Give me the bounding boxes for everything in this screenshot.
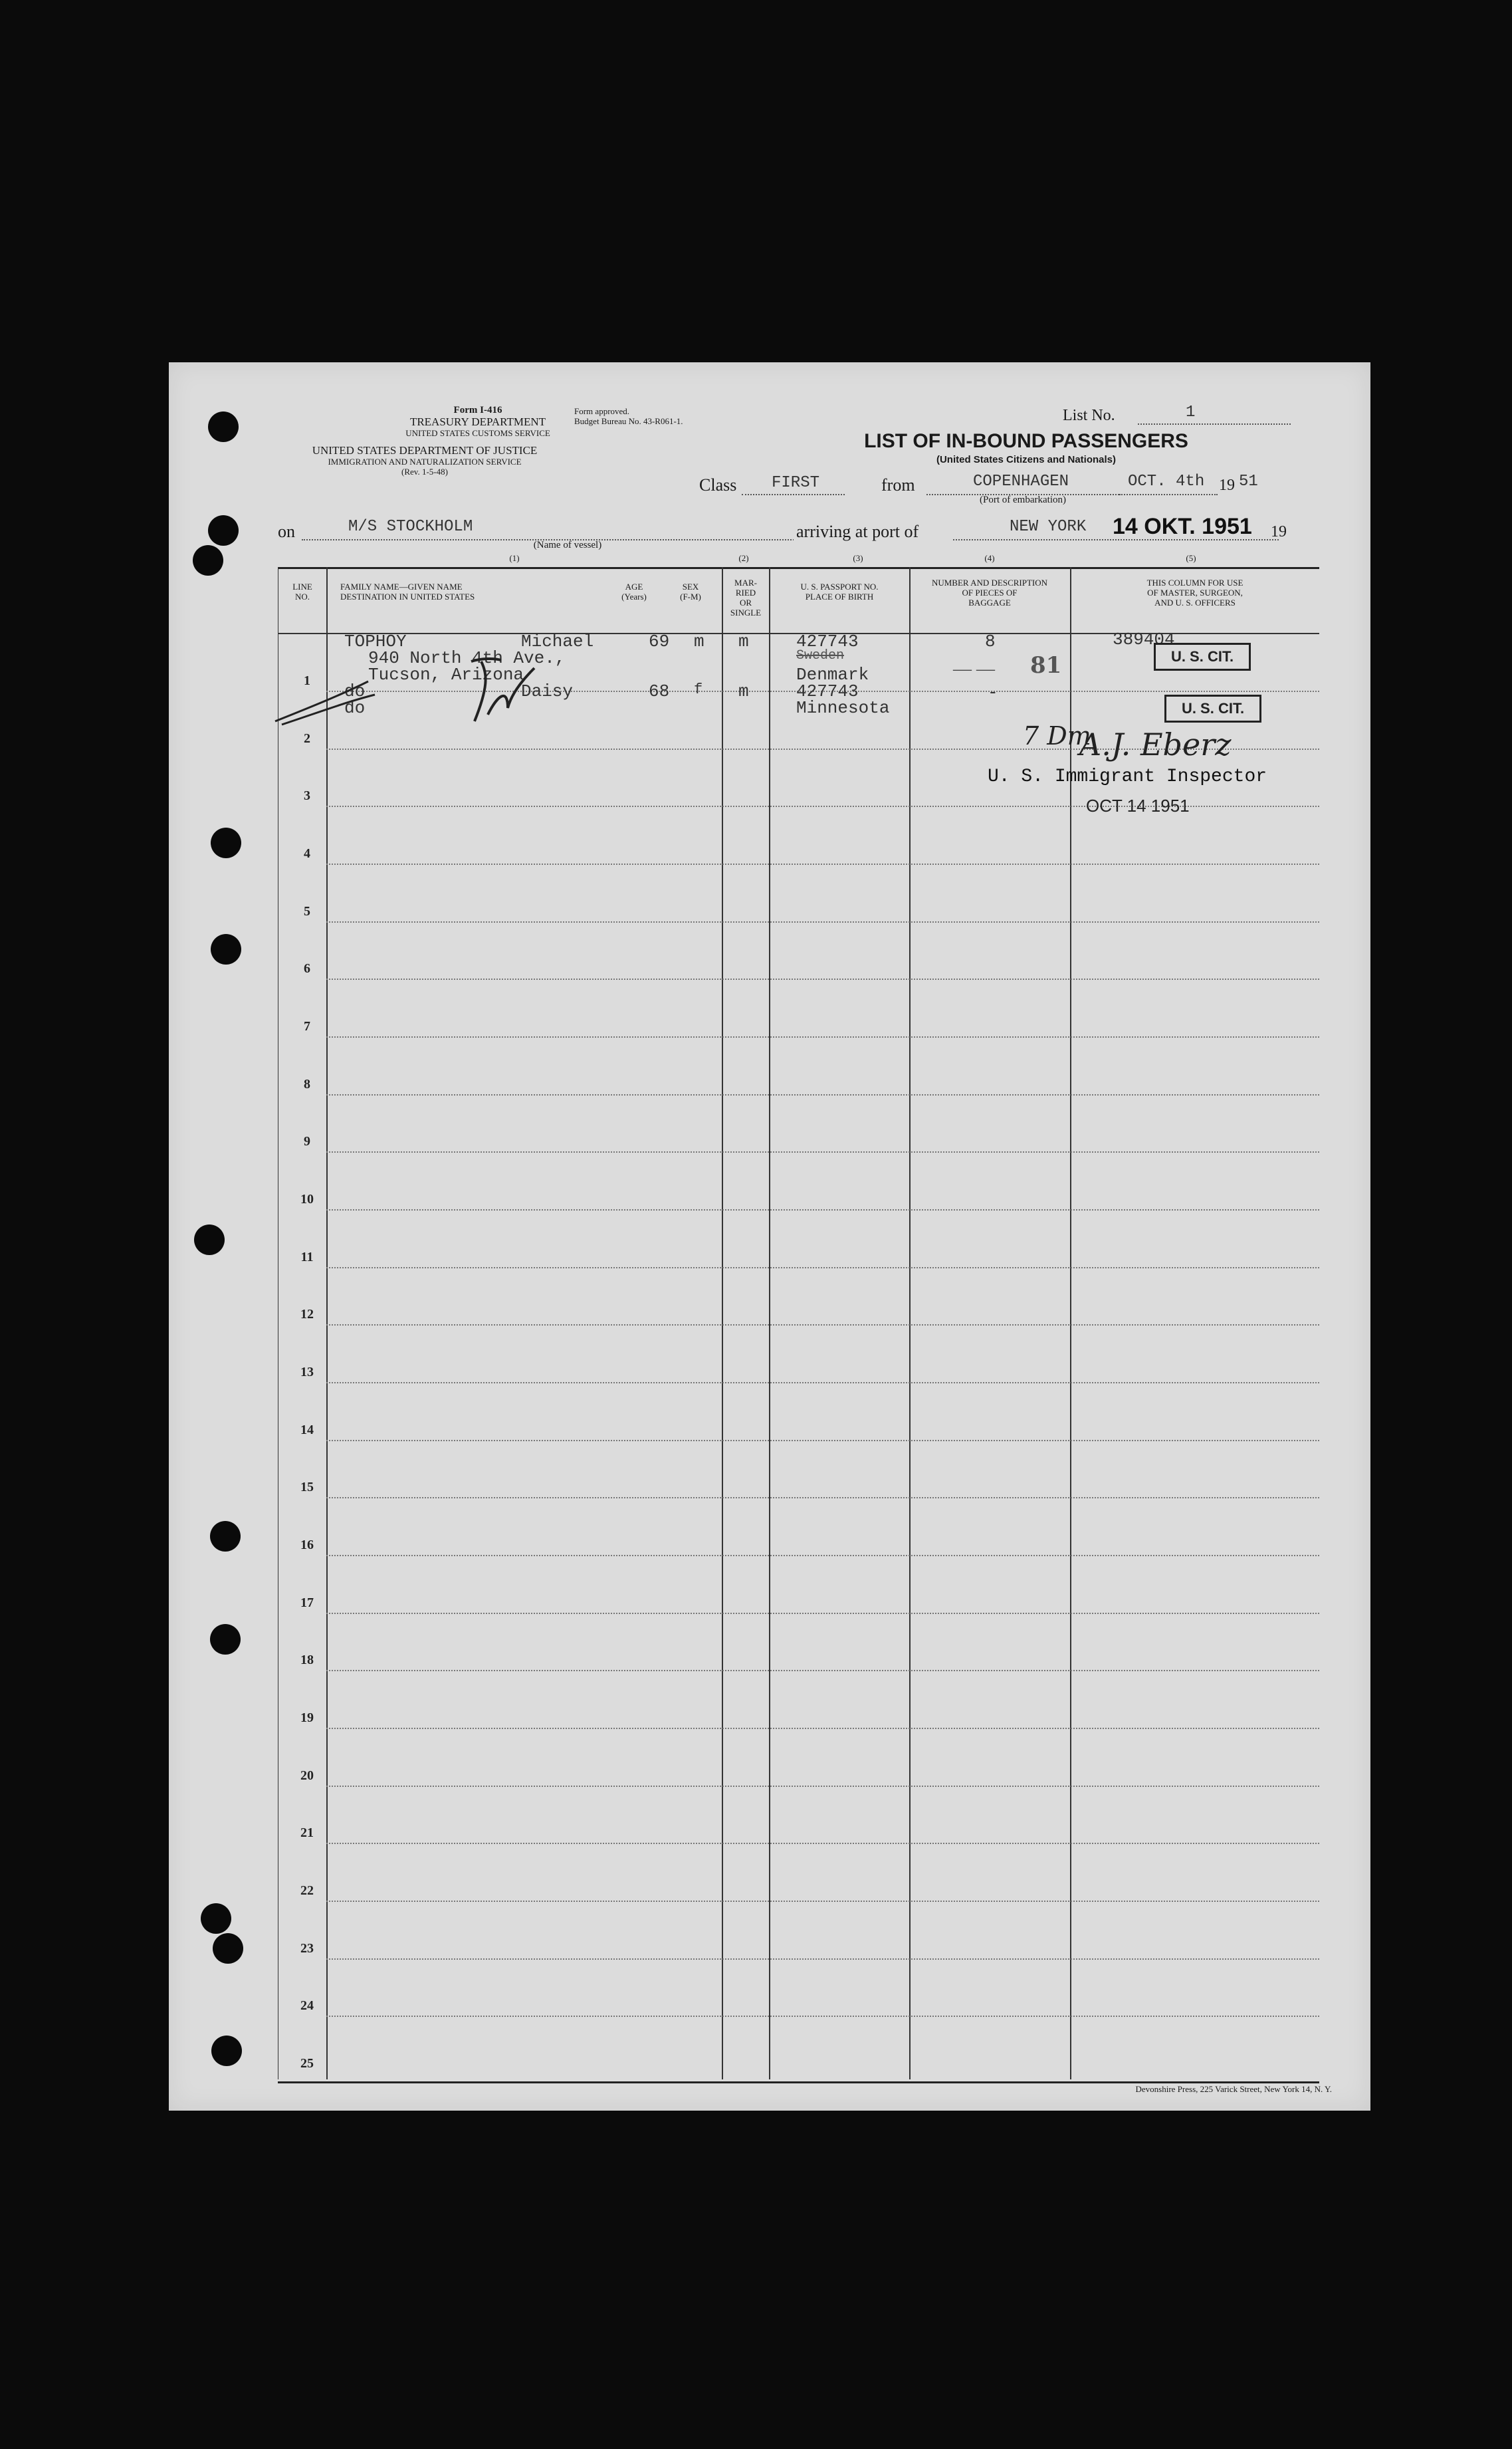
- line-number: 15: [300, 1480, 314, 1494]
- from-value: COPENHAGEN: [973, 473, 1069, 491]
- punch-hole: [213, 1933, 243, 1964]
- col-num-4: (4): [984, 553, 995, 563]
- punch-hole: [210, 1521, 241, 1552]
- vessel-caption: (Name of vessel): [533, 540, 602, 550]
- rev-label: (Rev. 1-5-48): [401, 467, 448, 477]
- line-number: 24: [300, 1998, 314, 2013]
- class-value: FIRST: [772, 474, 820, 492]
- passport-header: U. S. PASSPORT NO. PLACE OF BIRTH: [800, 582, 879, 602]
- line-number: 23: [300, 1941, 314, 1956]
- passenger-1-passport: 427743: [796, 632, 859, 651]
- port-caption: (Port of embarkation): [980, 495, 1066, 505]
- passenger-1-family-name: TOPHOY: [344, 632, 407, 651]
- line-number: 7: [304, 1019, 310, 1034]
- line-number: 8: [304, 1077, 310, 1092]
- on-label: on: [278, 522, 295, 541]
- class-label: Class: [699, 475, 737, 495]
- marital-header: MAR- RIED OR SINGLE: [730, 578, 762, 618]
- passenger-2-sex: f: [694, 681, 703, 698]
- list-no-label: List No.: [1063, 407, 1115, 424]
- line-no-header: LINE NO.: [292, 582, 312, 602]
- inspector-signature: A.J. Eberz: [1079, 727, 1232, 762]
- name-header: FAMILY NAME—GIVEN NAME DESTINATION IN UNITED STATES: [340, 582, 475, 602]
- vessel-value: M/S STOCKHOLM: [348, 518, 473, 536]
- us-citizen-stamp: U. S. CIT.: [1154, 643, 1251, 671]
- passenger-1-baggage-note: 81: [1030, 652, 1062, 679]
- passenger-2-given-name: Daisy: [521, 681, 574, 701]
- printer-imprint: Devonshire Press, 225 Varick Street, New York 14, N. Y.: [1135, 2084, 1332, 2094]
- passenger-2-age: 68: [649, 681, 670, 701]
- punch-hole: [208, 411, 239, 442]
- line-number: 3: [304, 788, 310, 803]
- passenger-2-birthplace: Minnesota: [796, 698, 890, 718]
- passenger-1-age: 69: [649, 632, 670, 651]
- form-sheet: [169, 362, 1370, 2111]
- customs-label: UNITED STATES CUSTOMS SERVICE: [405, 428, 550, 438]
- col-num-2: (2): [738, 553, 749, 563]
- us-citizen-stamp-2: U. S. CIT.: [1164, 695, 1261, 723]
- arrival-date-stamp: 14 OKT. 1951: [1113, 514, 1252, 539]
- punch-hole: [210, 1624, 241, 1655]
- page-title: LIST OF IN-BOUND PASSENGERS: [864, 430, 1188, 452]
- passenger-1-sex: m: [694, 632, 704, 651]
- passenger-1-address-line2: Tucson, Arizona: [368, 665, 524, 685]
- line-number: 9: [304, 1134, 310, 1149]
- justice-label: UNITED STATES DEPARTMENT OF JUSTICE: [312, 444, 538, 457]
- passenger-2-marital: m: [738, 681, 749, 701]
- passenger-1-baggage: 8: [985, 632, 996, 651]
- line-number: 18: [300, 1653, 314, 1667]
- passenger-2-baggage: -: [988, 683, 998, 703]
- punch-hole: [211, 934, 241, 965]
- line-number: 20: [300, 1768, 314, 1783]
- arrival-year-prefix: 19: [1271, 523, 1287, 540]
- inspector-title: U. S. Immigrant Inspector: [988, 766, 1267, 787]
- line-number: 1: [304, 673, 310, 688]
- page-subtitle: (United States Citizens and Nationals): [936, 454, 1117, 465]
- line-number: 5: [304, 904, 310, 919]
- line-number: 13: [300, 1365, 314, 1379]
- date-value: OCT. 4th: [1128, 473, 1205, 491]
- col-num-3: (3): [853, 553, 863, 563]
- line-number: 22: [300, 1883, 314, 1898]
- treasury-label: TREASURY DEPARTMENT: [409, 415, 546, 428]
- line-number: 21: [300, 1825, 314, 1840]
- punch-hole: [211, 2036, 242, 2066]
- line-number: 12: [300, 1307, 314, 1322]
- line-number: 17: [300, 1595, 314, 1610]
- year-value: 51: [1239, 473, 1258, 491]
- ins-label: IMMIGRATION AND NATURALIZATION SERVICE: [328, 457, 522, 467]
- line-number: 19: [300, 1710, 314, 1725]
- form-number: Form I-416: [453, 405, 502, 415]
- handwritten-mark: [269, 648, 588, 735]
- passenger-2-destination: do: [344, 698, 366, 718]
- list-no-value: 1: [1186, 404, 1196, 421]
- punch-hole: [194, 1224, 225, 1255]
- arrival-port: NEW YORK: [1010, 518, 1087, 536]
- baggage-dash: — —: [953, 659, 995, 679]
- budget-bureau: Budget Bureau No. 43-R061-1.: [574, 416, 683, 426]
- inspector-handnote: 7 Dm: [1023, 721, 1091, 751]
- passenger-1-marital: m: [738, 632, 749, 651]
- inspector-date: OCT 14 1951: [1086, 796, 1190, 816]
- line-number: 10: [300, 1192, 314, 1207]
- col-num-1: (1): [509, 553, 520, 563]
- line-number: 2: [304, 731, 310, 746]
- officer-header: THIS COLUMN FOR USE OF MASTER, SURGEON, AND U. S. OFFICERS: [1146, 578, 1243, 608]
- arriving-label: arriving at port of: [794, 522, 921, 542]
- line-number: 25: [300, 2056, 314, 2071]
- year-prefix: 19: [1219, 477, 1235, 494]
- line-number: 16: [300, 1538, 314, 1552]
- line-number: 11: [300, 1250, 314, 1264]
- passenger-1-birthplace: Denmark: [796, 665, 869, 685]
- from-label: from: [881, 475, 915, 495]
- passenger-1-given-name: Michael: [521, 632, 594, 651]
- passenger-2-family-name: do: [344, 681, 366, 701]
- form-approved: Form approved.: [574, 406, 630, 416]
- col-num-5: (5): [1186, 553, 1196, 563]
- punch-hole: [201, 1903, 231, 1934]
- line-number: 4: [304, 846, 310, 861]
- line-number: 14: [300, 1423, 314, 1437]
- punch-hole: [211, 828, 241, 858]
- passenger-1-officer-number: 389404: [1113, 630, 1175, 649]
- baggage-header: NUMBER AND DESCRIPTION OF PIECES OF BAGGAGE: [931, 578, 1048, 608]
- line-number: 6: [304, 961, 310, 976]
- passenger-2-passport: 427743: [796, 681, 859, 701]
- passenger-1-address-line1: 940 North 4th Ave.,: [368, 648, 566, 668]
- passenger-1-birth-struck: Sweden: [796, 648, 845, 663]
- sex-header: SEX (F-M): [680, 582, 701, 602]
- age-header: AGE (Years): [621, 582, 647, 602]
- punch-hole: [208, 515, 239, 546]
- punch-hole: [193, 545, 223, 576]
